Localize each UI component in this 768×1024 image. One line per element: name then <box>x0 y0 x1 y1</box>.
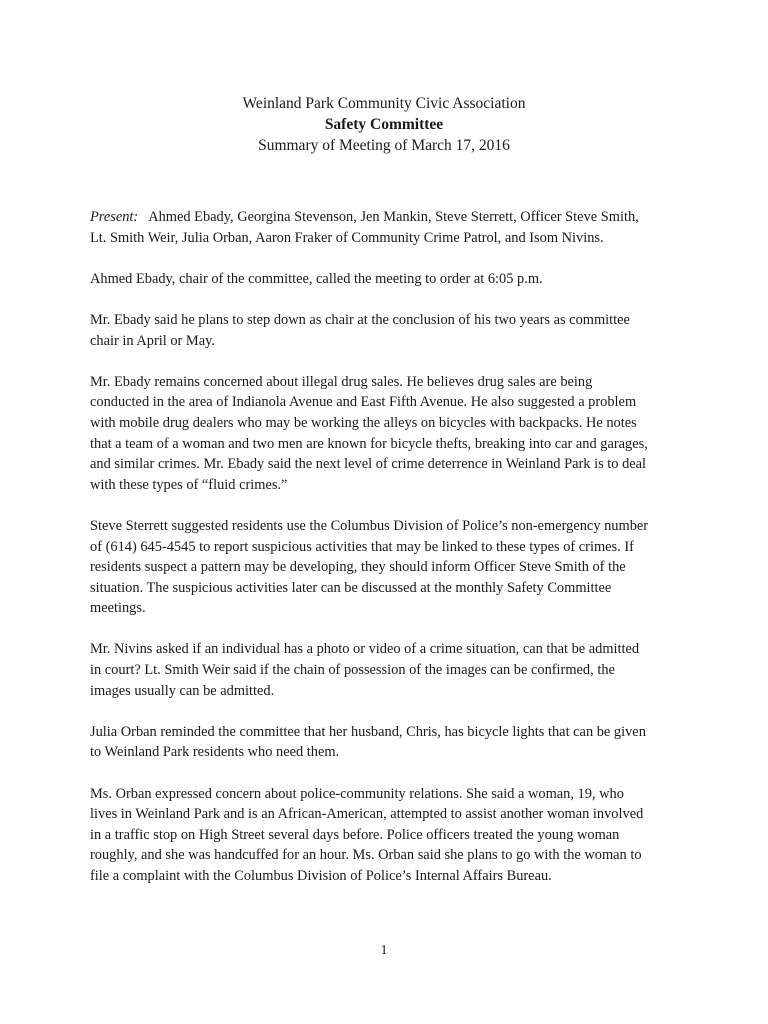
paragraph-line: conducted in the area of Indianola Avenue and East Fifth Avenue. He also suggested a problem <box>90 394 637 411</box>
page-number: 1 <box>380 943 388 958</box>
paragraph-line: meetings. <box>90 600 146 617</box>
present-paragraph <box>90 207 690 248</box>
paragraph-call-to-order <box>90 269 690 290</box>
paragraph-drug-sales <box>90 372 690 496</box>
paragraph-line: Julia Orban reminded the committee that her husband, Chris, has bicycle lights that can be given <box>90 723 646 740</box>
paragraph-line: to Weinland Park residents who need them. <box>90 744 340 761</box>
paragraph-line: in court? Lt. Smith Weir said if the chain of possession of the images can be confirmed, the <box>90 662 615 679</box>
paragraph-line: file a complaint with the Columbus Division of Police’s Internal Affairs Bureau. <box>90 868 552 884</box>
paragraph-line: in a traffic stop on High Street several days before. Police officers treated the young woman <box>90 826 620 843</box>
paragraph-line: lives in Weinland Park and is an African-American, attempted to assist another woman involved <box>90 806 644 823</box>
paragraph-line: Mr. Ebady remains concerned about illegal drug sales. He believes drug sales are being <box>90 373 593 390</box>
paragraph-line: roughly, and she was handcuffed for an hour. Ms. Orban said she plans to go with the woman to <box>90 847 642 864</box>
paragraph-line: with these types of “fluid crimes.” <box>90 476 288 493</box>
present-names-line-2: Lt. Smith Weir, Julia Orban, Aaron Fraker of Community Crime Patrol, and Isom Nivins. <box>90 229 604 246</box>
organization-title: Weinland Park Community Civic Association <box>242 95 526 112</box>
paragraph-line: images usually can be admitted. <box>90 682 275 699</box>
present-names-line-1: Ahmed Ebady, Georgina Stevenson, Jen Mankin, Steve Sterrett, Officer Steve Smith, <box>148 209 639 225</box>
committee-title: Safety Committee <box>324 116 444 133</box>
present-line <box>90 207 690 228</box>
paragraph-line: residents suspect a pattern may be developing, they should inform Officer Steve Smith of the <box>90 559 626 576</box>
document-header <box>0 93 768 156</box>
paragraph-line: Ms. Orban expressed concern about police-community relations. She said a woman, 19, who <box>90 785 624 802</box>
paragraph-chair-step-down <box>90 310 690 351</box>
paragraph-non-emergency-number <box>90 516 690 619</box>
present-label: Present: <box>90 209 139 225</box>
paragraph-line: Steve Sterrett suggested residents use the Columbus Division of Police’s non-emergency number <box>90 517 649 534</box>
paragraph-line: chair in April or May. <box>90 332 215 349</box>
paragraph-line: and similar crimes. Mr. Ebady said the next level of crime deterrence in Weinland Park is to deal <box>90 456 647 473</box>
paragraph-line: Mr. Ebady said he plans to step down as chair at the conclusion of his two years as committee <box>90 311 630 328</box>
paragraph-line: of (614) 645-4545 to report suspicious activities that may be linked to these types of crimes. If <box>90 538 634 555</box>
paragraph-photo-evidence <box>90 639 690 701</box>
paragraph-line: Mr. Nivins asked if an individual has a photo or video of a crime situation, can that be admitted <box>90 641 640 658</box>
paragraph-line: situation. The suspicious activities later can be discussed at the monthly Safety Committee <box>90 579 612 596</box>
meeting-title: Summary of Meeting of March 17, 2016 <box>258 137 510 154</box>
document-body <box>90 207 690 907</box>
paragraph-line: that a team of a woman and two men are known for bicycle thefts, breaking into car and garages, <box>90 435 648 452</box>
paragraph-line: with mobile drug dealers who may be working the alleys on bicycles with backpacks. He notes <box>90 414 637 431</box>
paragraph-bicycle-lights <box>90 722 690 763</box>
paragraph-line: Ahmed Ebady, chair of the committee, called the meeting to order at 6:05 p.m. <box>90 270 543 287</box>
paragraph-police-relations <box>90 784 690 887</box>
